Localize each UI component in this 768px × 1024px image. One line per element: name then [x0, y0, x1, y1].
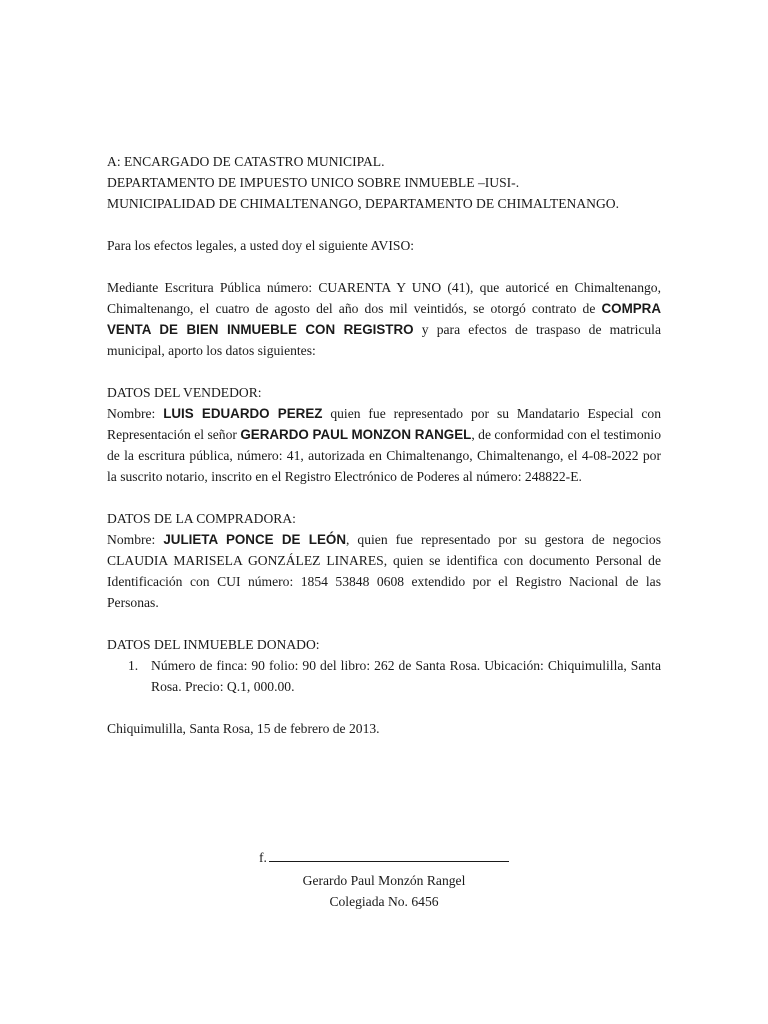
intro-text-2: y para efectos de traspaso de matricula municipal, aporto los datos siguientes:	[107, 322, 661, 358]
place-date: Chiquimulilla, Santa Rosa, 15 de febrero de 2013.	[107, 721, 380, 736]
aviso-line: Para los efectos legales, a usted doy el siguiente AVISO:	[107, 238, 415, 253]
municipality-line: MUNICIPALIDAD DE CHIMALTENANGO, DEPARTAMENTO DE CHIMALTENANGO.	[107, 196, 620, 211]
signer-name: Gerardo Paul Monzón Rangel	[302, 873, 466, 888]
buyer-name: JULIETA PONCE DE LEÓN	[163, 532, 347, 547]
contract-type: COMPRA VENTA DE BIEN INMUEBLE CON REGISTRO	[107, 301, 661, 337]
property-list	[107, 655, 661, 697]
buyer-paragraph	[107, 529, 661, 613]
list-item-number: 1.	[128, 658, 139, 673]
buyer-label: Nombre:	[107, 532, 164, 547]
property-heading: DATOS DEL INMUEBLE DONADO:	[107, 637, 320, 652]
signature-line	[259, 847, 509, 868]
buyer-text: , quien fue representado por su gestora de negocios CLAUDIA MARISELA GONZÁLEZ LINARES, quien se identifica con documento Personal de Identificación con CUI número: 1854 53848 0608 extendido por el Registro Nacional de las Personas.	[107, 532, 661, 610]
seller-paragraph	[107, 403, 661, 487]
seller-text-2: , de conformidad con el testimonio de la escritura pública, número: 41, autorizada en Chimaltenango, Chimaltenango, el 4-08-2022 por la suscrito notario, inscrito en el Registro Electrónico de Poderes al número: 248822-E.	[107, 427, 661, 484]
seller-label: Nombre:	[107, 406, 164, 421]
document-body	[107, 151, 661, 739]
seller-text-1: quien fue representado por su Mandatario Especial con Representación el señor	[107, 406, 661, 442]
list-item	[107, 655, 661, 697]
intro-paragraph	[107, 277, 661, 361]
department-line: DEPARTAMENTO DE IMPUESTO UNICO SOBRE INMUEBLE –IUSI-.	[107, 175, 520, 190]
addressee-line: A: ENCARGADO DE CATASTRO MUNICIPAL.	[107, 154, 385, 169]
list-item-text: Número de finca: 90 folio: 90 del libro: 262 de Santa Rosa. Ubicación: Chiquimulilla, Santa Rosa. Precio: Q.1, 000.00.	[151, 658, 661, 694]
seller-representative: GERARDO PAUL MONZON RANGEL	[240, 427, 472, 442]
signature-rule	[269, 847, 509, 862]
buyer-heading: DATOS DE LA COMPRADORA:	[107, 511, 296, 526]
signer-colegiado: Colegiada No. 6456	[329, 894, 439, 909]
seller-heading: DATOS DEL VENDEDOR:	[107, 385, 262, 400]
signature-prefix: f.	[259, 850, 267, 865]
seller-name: LUIS EDUARDO PEREZ	[163, 406, 323, 421]
intro-text-1: Mediante Escritura Pública número: CUARENTA Y UNO (41), que autoricé en Chimaltenango, Chimaltenango, el cuatro de agosto del año dos mil veintidós, se otorgó contrato de	[107, 280, 661, 316]
